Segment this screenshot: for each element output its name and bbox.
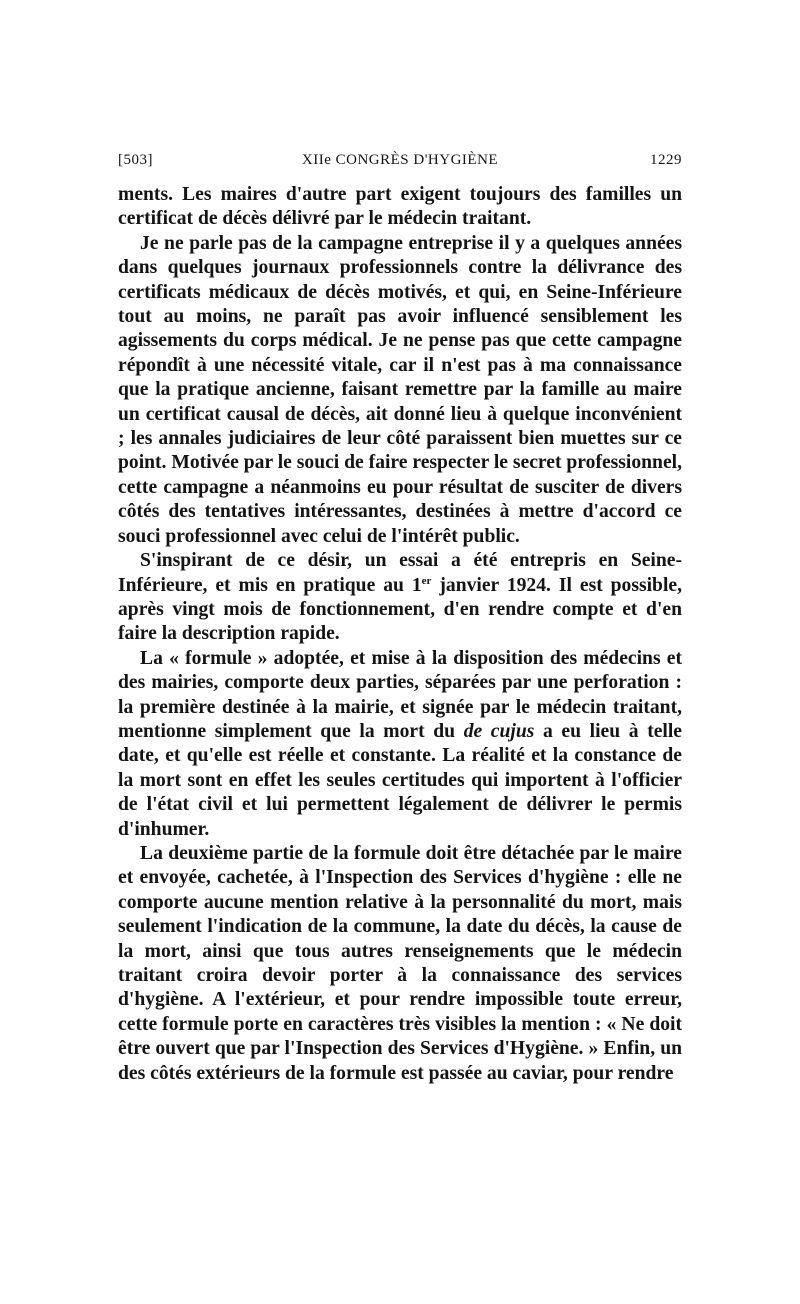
superscript: er: [421, 574, 432, 587]
paragraph-second-part: La deuxième partie de la formule doit être détachée par le maire et envoyée, cachetée, à l'Inspection des Services d'hygiène : elle ne comporte aucune mention relative à la personnalité du mort, mais seulement l'indication de la commune, la date du décès, la cause de la mort, ainsi que tous autres renseignements que le médecin traitant croira devoir porter à la connaissance des services d'hygiène. A l'extérieur, et pour rendre impossible toute erreur, cette formule porte en caractères très visibles la mention : « Ne doit être ouvert que par l'Inspection des Services d'Hygiène. » Enfin, un des côtés extérieurs de la formule est passée au caviar, pour rendre: [118, 842, 682, 1084]
text-run: a eu lieu à telle date, et qu'elle est réelle et constante. La réalité et la constance de la mort sont en effet les seules certitudes qui importent à l'officier de l'état civil et lui permettent légalement de délivrer le permis d'inhumer.: [118, 720, 683, 840]
paragraph-continued: ments. Les maires d'autre part exigent toujours des familles un certificat de décès délivré par le médecin traitant.: [118, 184, 682, 230]
text-run: janvier 1924. Il est possible, après vingt mois de fonctionnement, d'en rendre compte et d'en faire la description rapide.: [118, 574, 682, 645]
text-run: S'inspirant de ce désir, un essai a été entrepris en Seine-Inférieure, et mis en pratique au 1: [118, 550, 682, 596]
running-header: [118, 152, 682, 174]
running-title: XIIe CONGRÈS D'HYGIÈNE: [301, 152, 499, 168]
page-reference: [503]: [118, 152, 153, 168]
italic-term: de cujus: [463, 720, 535, 742]
paragraph-campaign: Je ne parle pas de la campagne entreprise il y a quelques années dans quelques journaux professionnels contre la délivrance des certificats médicaux de décès motivés, et qui, en Seine-Inférieure tout au moins, ne paraît pas avoir influencé sensiblement les agissements du corps médical. Je ne pense pas que cette campagne répondît à une nécessité vitale, car il n'est pas à ma connaissance que la pratique ancienne, faisant remettre par la famille au maire un certificat causal de décès, ait donné lieu à quelque inconvénient ; les annales judiciaires de leur côté paraissent bien muettes sur ce point. Motivée par le souci de faire respecter le secret professionnel, cette campagne a néanmoins eu pour résultat de susciter de divers côtés des tentatives intéressantes, destinées à mettre d'accord ce souci professionnel avec celui de l'intérêt public.: [118, 232, 682, 547]
paragraph-trial: [118, 549, 682, 647]
text-run: La « formule » adoptée, et mise à la disposition des médecins et des mairies, comporte deux parties, séparées par une perforation : la première destinée à la mairie, et signée par le médecin traitant, mentionne simplement que la mort du: [118, 647, 682, 742]
paragraph-formula: [118, 647, 682, 842]
page-number: 1229: [650, 152, 682, 168]
body-text: [118, 183, 682, 1086]
